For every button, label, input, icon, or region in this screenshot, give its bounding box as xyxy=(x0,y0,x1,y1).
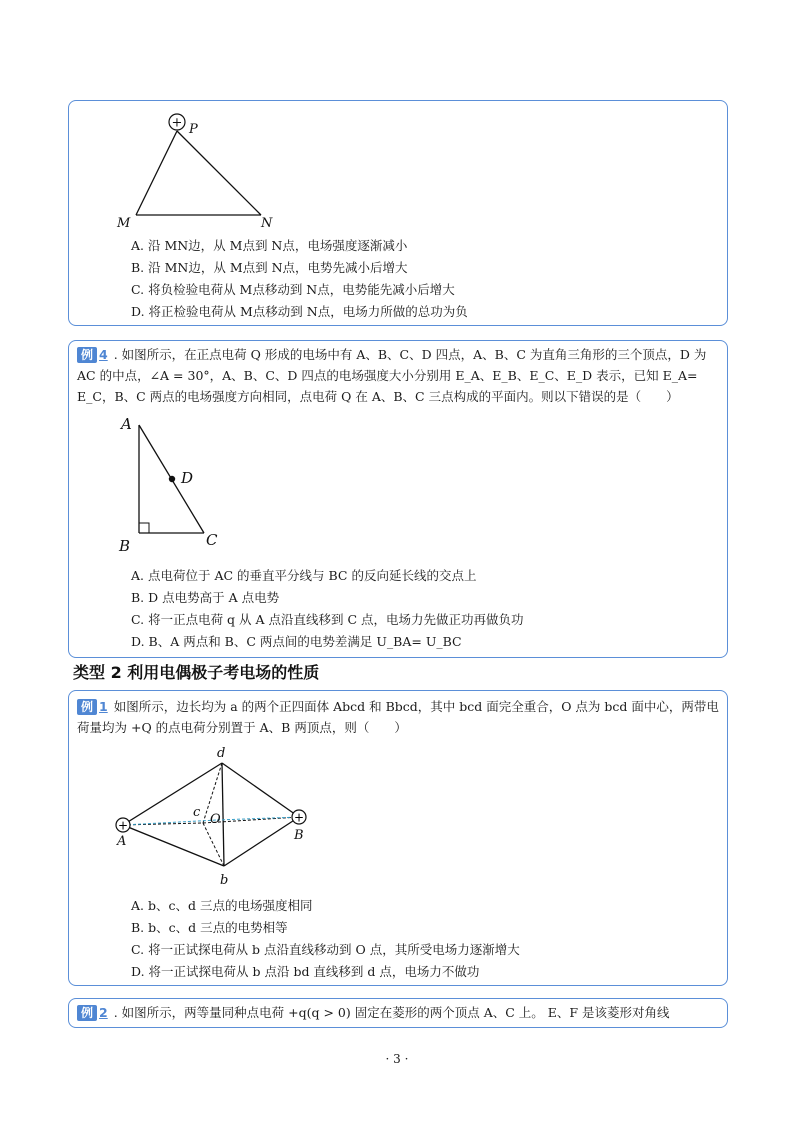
option-c: C. 将一正点电荷 q 从 A 点沿直线移到 C 点，电场力先做正功再做负功 xyxy=(131,612,524,627)
label-c: c xyxy=(193,805,201,820)
svg-text:+: + xyxy=(117,818,129,833)
question-stem xyxy=(77,1002,719,1023)
question-text: . 如图所示，在正点电荷 Q 形成的电场中有 A、B、C、D 四点，A、B、C 为直角三角形的三个顶点，D 为 AC 的中点，∠A = 30°，A、B、C、D 四点的电场强度大小分别用 E_A、E_B、E_C、E_D 表示，已知 E_A= E_C，B、C 两点的电场强度方向相同，点电荷 Q 在 A、B、C 三点构成的平面内。则以下错误的是（ ） xyxy=(77,347,707,404)
page-number: · 3 · xyxy=(385,1052,409,1066)
example-number: 4 xyxy=(99,347,108,362)
question-box-example-4 xyxy=(68,340,728,658)
label-d: d xyxy=(217,746,226,761)
question-box-continued xyxy=(68,100,728,326)
example-number: 2 xyxy=(99,1005,108,1020)
question-text: . 如图所示，两等量同种点电荷 +q(q > 0) 固定在菱形的两个顶点 A、C 上。 E、F 是该菱形对角线 xyxy=(113,1005,670,1020)
label-b-lower: b xyxy=(220,873,229,888)
option-c: C. 将一正试探电荷从 b 点沿直线移动到 O 点，其所受电场力逐渐增大 xyxy=(131,942,520,957)
question-stem xyxy=(77,696,719,738)
option-a: A. 沿 MN边，从 M点到 N点，电场强度逐渐减小 xyxy=(131,238,408,253)
label-d: D xyxy=(181,469,194,487)
option-b: B. 沿 MN边，从 M点到 N点，电势先减小后增大 xyxy=(131,260,408,275)
tetrahedra-figure xyxy=(109,743,319,893)
section-heading: 类型 2 利用电偶极子考电场的性质 xyxy=(73,663,320,682)
right-triangle-abc-figure xyxy=(109,415,239,555)
question-box-example-2 xyxy=(68,998,728,1028)
option-d: D. 将一正试探电荷从 b 点沿 bd 直线移到 d 点，电场力不做功 xyxy=(131,964,480,979)
triangle-mnp-figure xyxy=(109,111,289,231)
example-tag: 例 xyxy=(77,347,97,363)
question-text: 如图所示，边长均为 a 的两个正四面体 Abcd 和 Bbcd，其中 bcd 面完全重合，O 点为 bcd 面中心，两带电荷量均为 +Q 的点电荷分别置于 A、B 两顶点，则（ ） xyxy=(77,699,719,735)
question-stem xyxy=(77,344,719,407)
label-n: N xyxy=(261,216,273,231)
label-c: C xyxy=(206,531,218,549)
option-a: A. 点电荷位于 AC 的垂直平分线与 BC 的反向延长线的交点上 xyxy=(131,568,477,583)
option-b: B. b、c、d 三点的电势相等 xyxy=(131,920,288,935)
svg-text:+: + xyxy=(171,115,183,131)
label-p: P xyxy=(189,122,198,137)
label-b: B xyxy=(119,537,131,555)
option-b: B. D 点电势高于 A 点电势 xyxy=(131,590,280,605)
question-box-example-1 xyxy=(68,690,728,986)
option-a: A. b、c、d 三点的电场强度相同 xyxy=(131,898,313,913)
label-b: B xyxy=(294,828,304,843)
option-d: D. 将正检验电荷从 M点移动到 N点，电场力所做的总功为负 xyxy=(131,304,468,319)
example-number: 1 xyxy=(99,699,108,714)
svg-text:+: + xyxy=(293,810,305,825)
option-d: D. B、A 两点和 B、C 两点间的电势差满足 U_BA= U_BC xyxy=(131,634,462,649)
label-o: O xyxy=(210,812,221,827)
label-a: A xyxy=(121,415,132,433)
label-a: A xyxy=(117,834,127,849)
point-d-dot xyxy=(169,476,175,482)
label-m: M xyxy=(117,216,131,231)
option-c: C. 将负检验电荷从 M点移动到 N点，电势能先减小后增大 xyxy=(131,282,455,297)
example-tag: 例 xyxy=(77,699,97,715)
example-tag: 例 xyxy=(77,1005,97,1021)
